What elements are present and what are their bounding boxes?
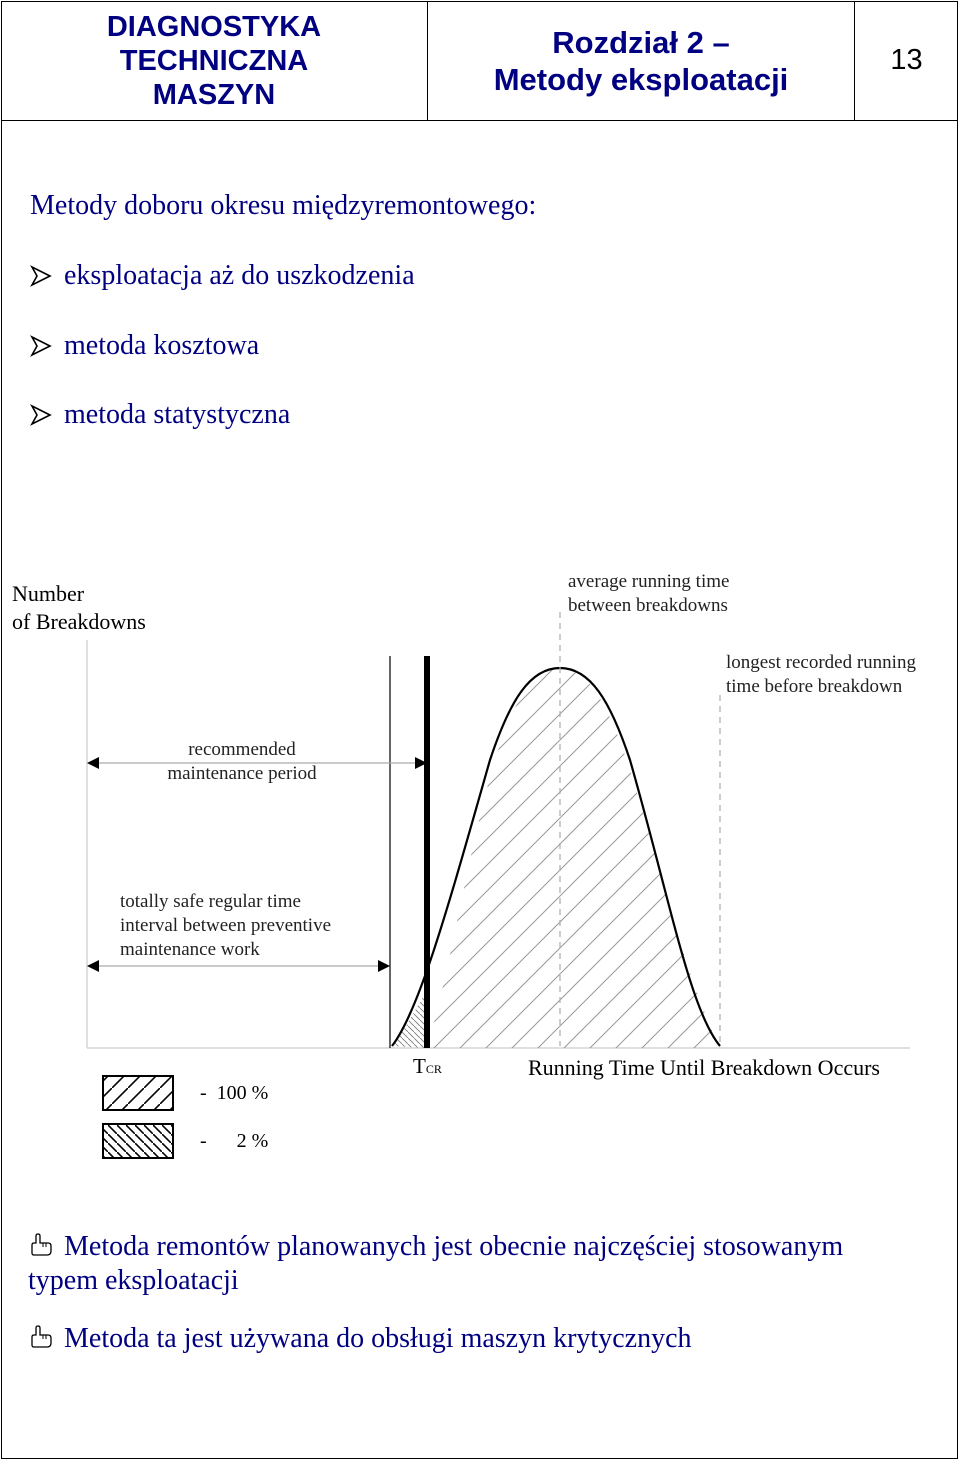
average-label-line: between breakdowns — [568, 595, 728, 616]
tcr-main: T — [413, 1054, 426, 1078]
legend-value: 100 % — [216, 1082, 269, 1104]
y-axis-label-line: of Breakdowns — [12, 609, 146, 634]
legend-item-100 — [200, 1082, 268, 1105]
note-text: typem eksploatacji — [28, 1265, 239, 1296]
pointing-hand-icon — [28, 1233, 56, 1257]
bullet-text: eksploatacja aż do uszkodzenia — [64, 260, 415, 291]
bullet-text: metoda kosztowa — [64, 330, 260, 361]
bullet-text: metoda statystyczna — [64, 399, 291, 430]
legend-dash: - — [200, 1130, 207, 1152]
safe-interval-label — [120, 890, 331, 962]
legend-value: 2 % — [236, 1130, 269, 1152]
tcr-label — [413, 1054, 442, 1079]
legend-item-2 — [200, 1130, 268, 1153]
legend-swatch-100 — [103, 1076, 173, 1110]
pointing-hand-icon — [28, 1325, 56, 1349]
recommended-label — [130, 738, 354, 786]
safe-interval-label-line: interval between preventive — [120, 915, 332, 936]
average-label-line: average running time — [568, 571, 730, 592]
longest-label-line: longest recorded running — [726, 652, 916, 673]
y-axis-label-line: Number — [12, 581, 85, 606]
page-number: 13 — [890, 44, 923, 76]
intro-heading: Metody doboru okresu międzyremontowego: — [30, 190, 537, 221]
note-text: Metoda ta jest używana do obsługi maszyn krytycznych — [64, 1323, 692, 1354]
longest-label-line: time before breakdown — [726, 676, 903, 697]
chapter-title-line: Rozdział 2 – — [552, 24, 730, 60]
chapter-title-line: Metody eksploatacji — [493, 61, 789, 97]
hatched-area-100 — [427, 668, 720, 1048]
note-text: Metoda remontów planowanych jest obecnie najczęściej stosowanym — [64, 1231, 844, 1262]
course-title-line: MASZYN — [152, 78, 276, 111]
x-axis-label: Running Time Until Breakdown Occurs — [528, 1055, 880, 1080]
recommended-label-line: recommended — [188, 739, 296, 760]
average-label — [568, 570, 729, 618]
safe-interval-label-line: totally safe regular time — [120, 891, 301, 912]
note-item — [28, 1322, 692, 1356]
course-title-line: TECHNICZNA — [119, 44, 309, 77]
legend-swatch-2 — [103, 1124, 173, 1158]
longest-label — [726, 651, 916, 699]
y-axis-label — [12, 580, 146, 636]
note-item — [28, 1230, 843, 1298]
course-title-line: DIAGNOSTYKA — [106, 10, 322, 43]
legend-dash: - — [200, 1082, 207, 1104]
recommended-label-line: maintenance period — [167, 763, 317, 784]
safe-interval-label-line: maintenance work — [120, 939, 260, 960]
tcr-subscript: CR — [425, 1062, 442, 1076]
